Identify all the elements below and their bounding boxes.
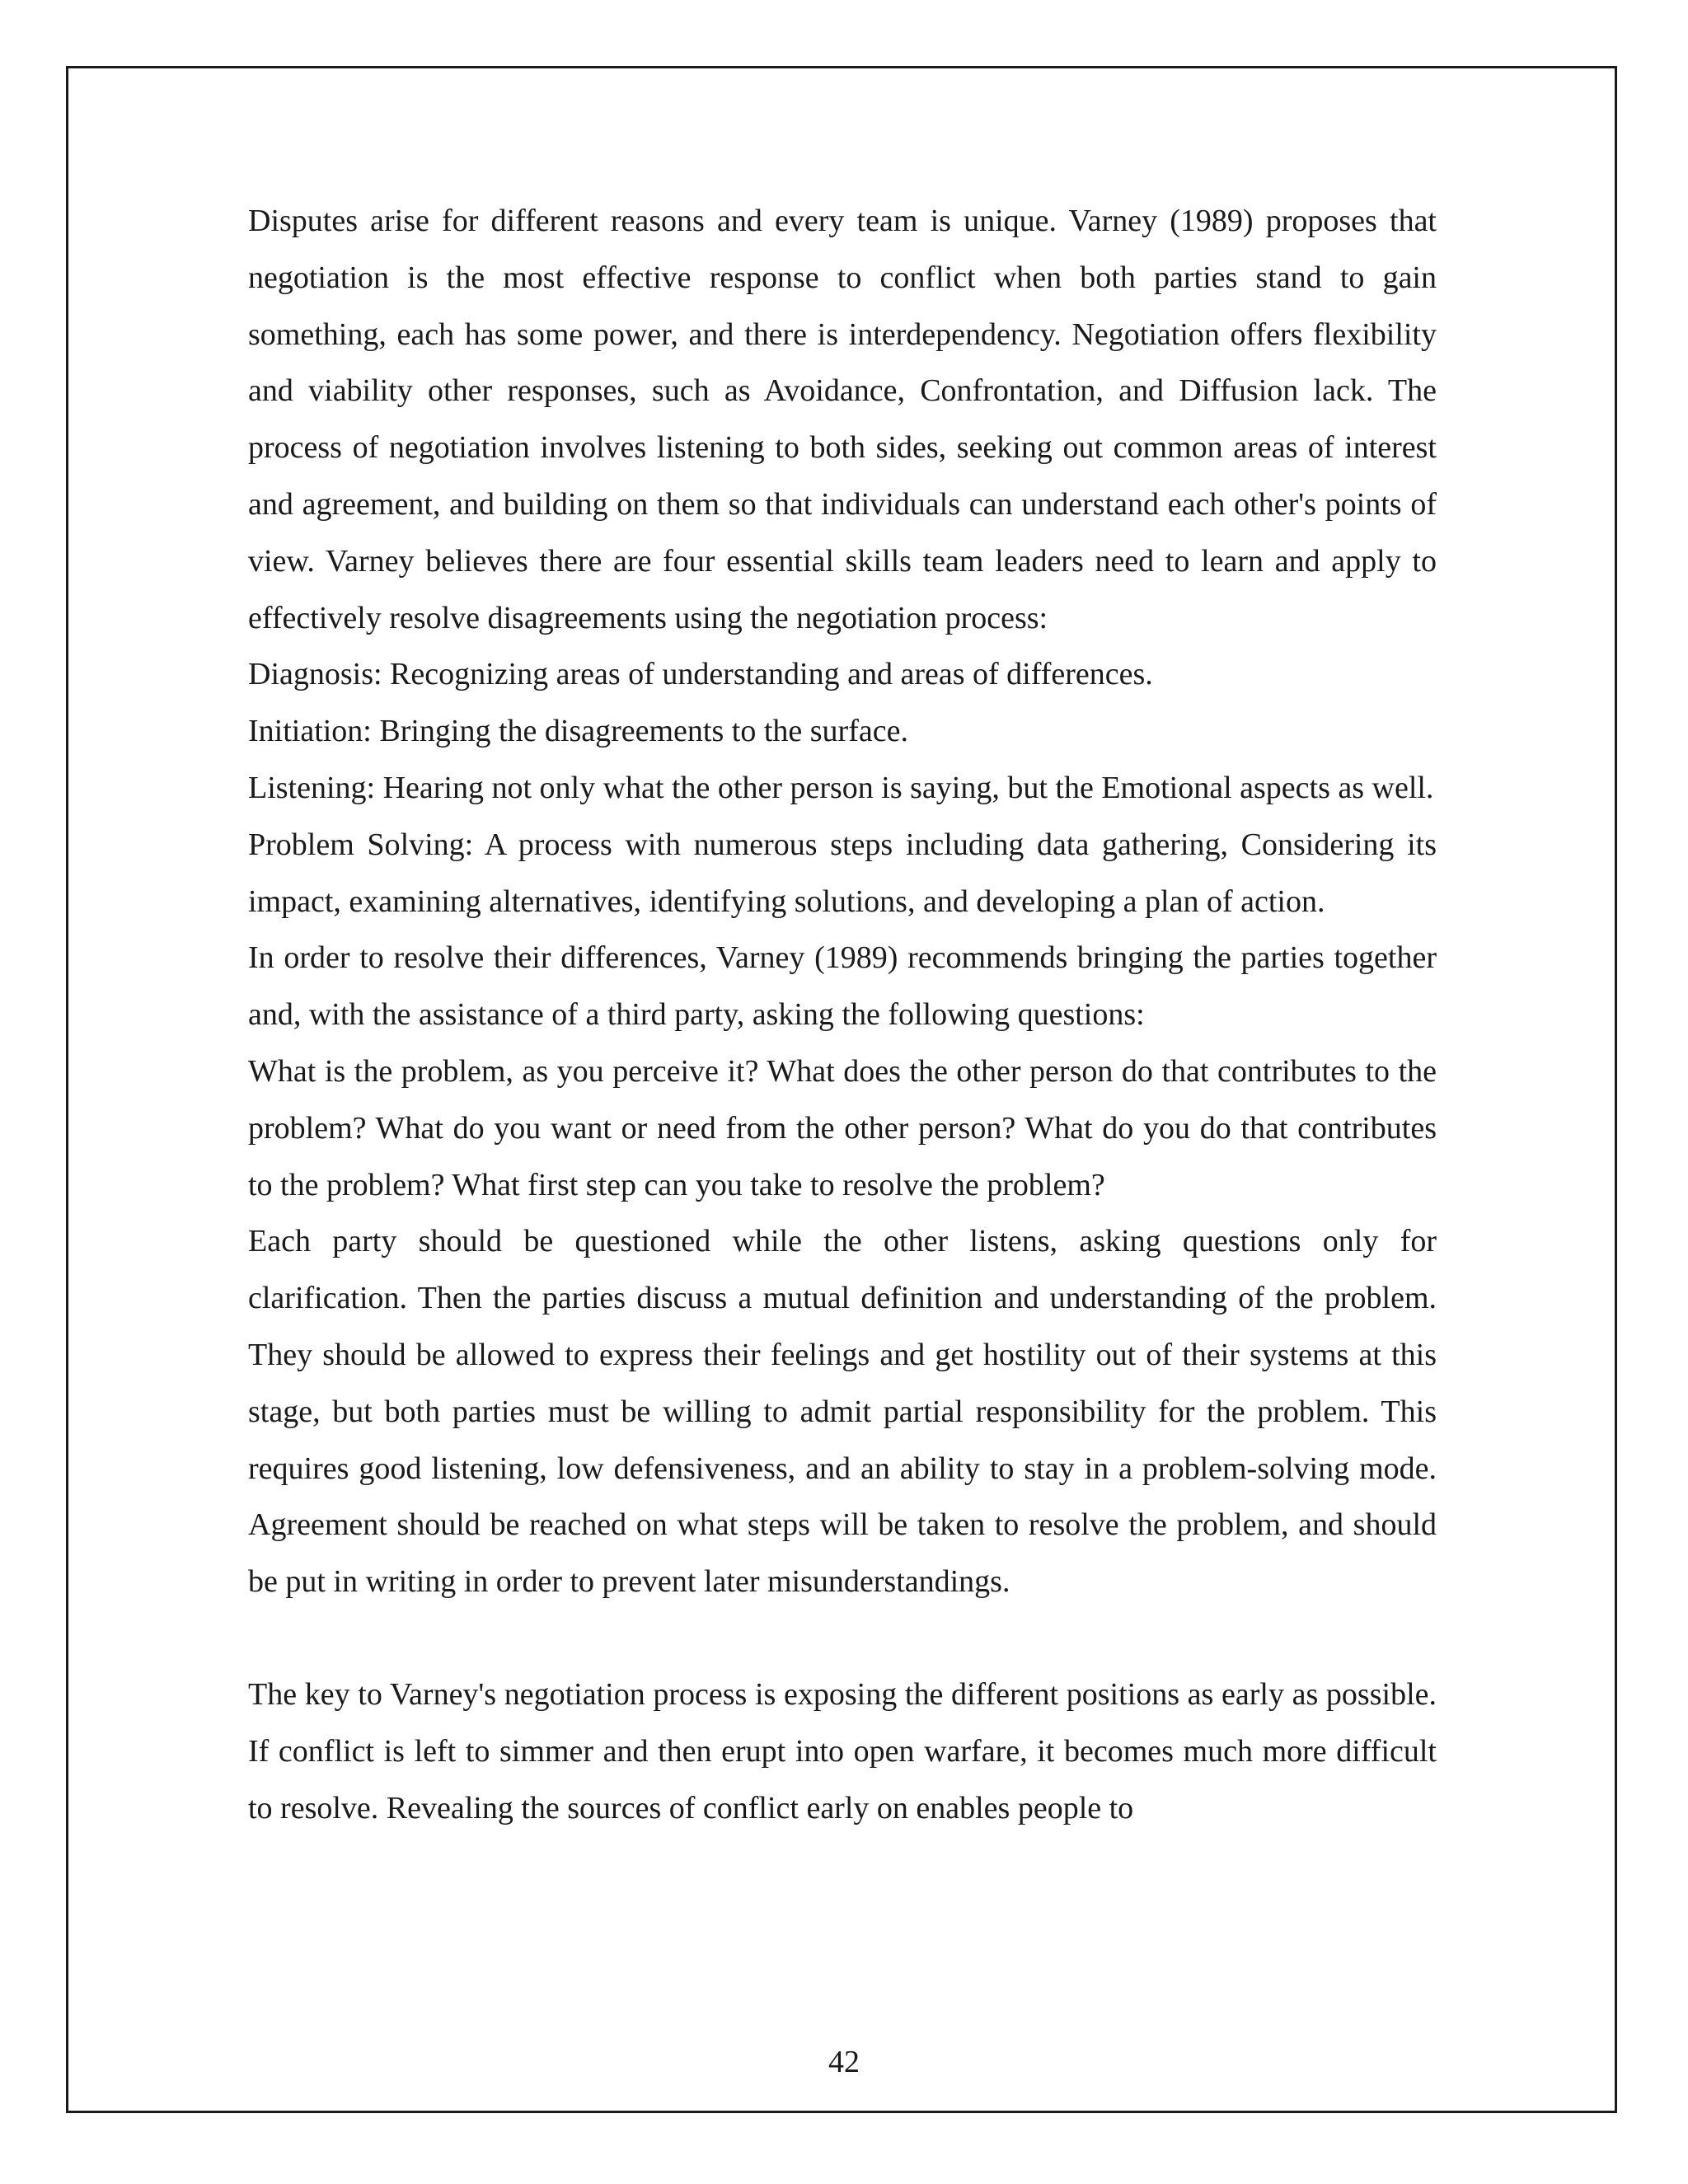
paragraph-negotiation-intro: Disputes arise for different reasons and every team is unique. Varney (1989) proposes that negotiation is the most effective response to conflict when both parties stand to gain something, each has some power, and there is interdependency. Negotiation offers flexibility and viability other responses, such as Avoidance, Confrontation, and Diffusion lack. The process of negotiation involves listening to both sides, seeking out common areas of interest and agreement, and building on them so that individuals can understand each other's points of view. Varney believes there are four essential skills team leaders need to learn and apply to effectively resolve disagreements using the negotiation process: bbox=[248, 204, 1437, 635]
paragraph-key-to-process: The key to Varney's negotiation process is exposing the different positions as early as possible. If conflict is left to simmer and then erupt into open warfare, it becomes much more difficult to resolve. Revealing the sources of conflict early on enables people to bbox=[248, 1676, 1437, 1825]
paragraph-resolve-differences: In order to resolve their differences, Varney (1989) recommends bringing the parties together and, with the assistance of a third party, asking the following questions: bbox=[248, 940, 1437, 1033]
document-body bbox=[248, 193, 1437, 1836]
paragraph-initiation: Initiation: Bringing the disagreements to the surface. bbox=[248, 714, 908, 749]
paragraph-listening: Listening: Hearing not only what the other person is saying, but the Emotional aspects as well. bbox=[248, 770, 1434, 805]
paragraph-questions: What is the problem, as you perceive it? What does the other person do that contributes to the problem? What do you want or need from the other person? What do you do that contributes to the problem? What first step can you take to resolve the problem? bbox=[248, 1053, 1437, 1202]
paragraph-diagnosis: Diagnosis: Recognizing areas of understanding and areas of differences. bbox=[248, 657, 1153, 692]
page-number: 42 bbox=[828, 2045, 860, 2079]
paragraph-problem-solving: Problem Solving: A process with numerous steps including data gathering, Considering its impact, examining alternatives, identifying solutions, and developing a plan of action. bbox=[248, 827, 1437, 919]
paragraph-each-party: Each party should be questioned while the other listens, asking questions only for clarification. Then the parties discuss a mutual definition and understanding of the problem. They should be allowed to express their feelings and get hostility out of their systems at this stage, but both parties must be willing to admit partial responsibility for the problem. This requires good listening, low defensiveness, and an ability to stay in a problem-solving mode. Agreement should be reached on what steps will be taken to resolve the problem, and should be put in writing in order to prevent later misunderstandings. bbox=[248, 1224, 1437, 1600]
